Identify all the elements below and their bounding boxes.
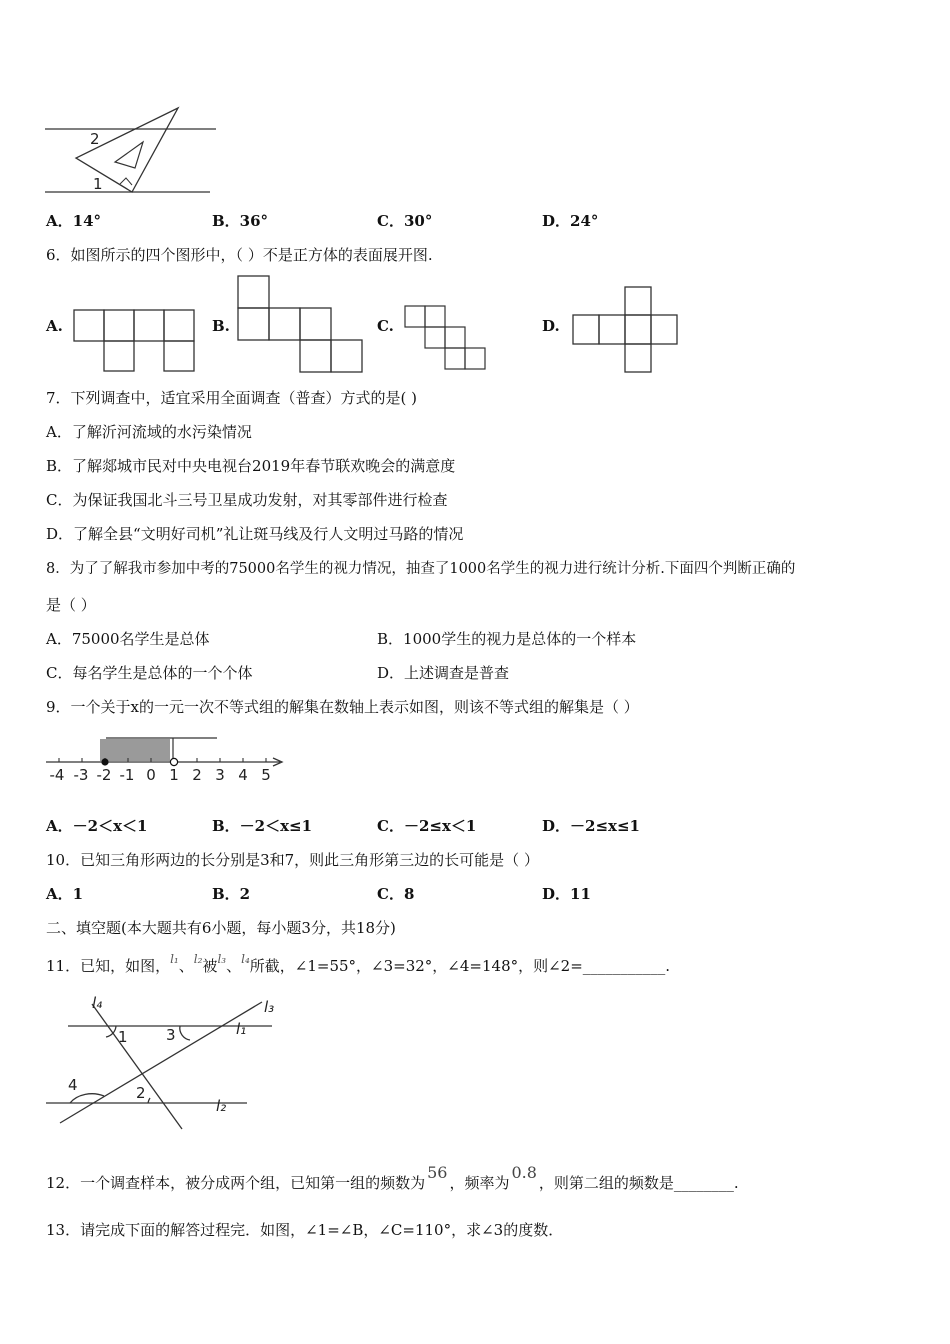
q11-l2: l₂ [193,952,203,966]
q6-label-d[interactable]: D. [542,317,560,335]
q12-stem-b: ，频率为 [449,1174,510,1192]
q5-label-1: 1 [93,175,103,193]
q5-triangle-inner [115,142,143,168]
q5-figure [40,100,230,200]
q11-stem [46,952,671,977]
q7-option-b[interactable]: B．了解郯城市民对中央电视台2019年春节联欢晚会的满意度 [46,457,456,475]
q9-open-dot [170,758,177,765]
q11-arc-3 [180,1026,190,1040]
q11-stem-a: 11．已知，如图， [46,957,171,975]
q11-line-l4 [92,1004,182,1129]
q6-net-c [403,304,489,374]
q11-stem-c: 所截，∠1=55°，∠3=32°，∠4=148°，则∠2=___________. [249,957,671,975]
q11-l3: l₃ [217,952,227,966]
q6-label-a[interactable]: A. [46,317,63,335]
q9-tick-label: -2 [96,766,112,784]
q6-stem: 6．如图所示的四个图形中，（ ）不是正方体的表面展开图. [46,246,433,264]
q11-fig-l1: l₁ [236,1020,247,1038]
q11-figure [40,992,275,1137]
q9-option-a[interactable]: A．－2＜x＜1 [46,817,148,835]
q8-stem-line2: 是（ ） [46,596,96,614]
q11-l1: l₁ [170,952,179,966]
q9-tick-label: -1 [119,766,135,784]
q9-tick-label: 4 [238,766,248,784]
q5-option-c[interactable]: C．30° [377,212,433,230]
q12-stem [46,1163,739,1193]
q9-tick-label: 0 [146,766,156,784]
q9-tick-label: 2 [192,766,202,784]
q11-line-l3 [60,1002,262,1123]
q7-stem: 7．下列调查中，适宜采用全面调查（普查）方式的是( ) [46,389,418,407]
q7-option-a[interactable]: A．了解沂河流域的水污染情况 [46,423,252,441]
q12-freq: 56 [427,1163,448,1182]
q6-net-b [236,274,368,374]
q8-option-a[interactable]: A．75000名学生是总体 [46,630,210,648]
q8-option-c[interactable]: C．每名学生是总体的一个个体 [46,664,253,682]
q10-option-a[interactable]: A．1 [46,885,84,903]
q9-closed-dot [101,758,108,765]
q11-angle-1: 1 [118,1028,128,1046]
q11-arc-4 [70,1094,104,1103]
q6-label-c[interactable]: C. [377,317,394,335]
q5-option-b[interactable]: B．36° [212,212,269,230]
q9-tick-label: -3 [73,766,89,784]
q11-stem-b: 被 [202,957,218,975]
q8-option-d[interactable]: D．上述调查是普查 [377,664,510,682]
q6-net-a [72,308,197,374]
q12-stem-c: ，则第二组的频数是________. [538,1174,739,1192]
q11-fig-l3: l₃ [264,998,275,1016]
q11-angle-4: 4 [68,1076,78,1094]
q9-stem: 9．一个关于x的一元一次不等式组的解集在数轴上表示如图，则该不等式组的解集是（ ） [46,698,639,716]
q11-angle-3: 3 [166,1026,176,1044]
q13-stem: 13．请完成下面的解答过程完．如图，∠1=∠B，∠C=110°，求∠3的度数． [46,1221,564,1239]
q10-stem: 10．已知三角形两边的长分别是3和7，则此三角形第三边的长可能是（ ） [46,851,539,869]
q11-fig-l4: l₄ [92,994,103,1012]
section-2-heading: 二、填空题(本大题共有6小题，每小题3分，共18分) [46,919,396,937]
q5-label-2: 2 [90,130,100,148]
q5-option-a[interactable]: A．14° [46,212,102,230]
q5-right-angle-mark [120,178,132,185]
q8-stem-line1: 8．为了了解我市参加中考的75000名学生的视力情况，抽查了1000名学生的视力进行统计分析.下面四个判断正确的 [46,561,796,577]
q5-option-d[interactable]: D．24° [542,212,599,230]
q9-tick-label: -4 [49,766,65,784]
q8-option-b[interactable]: B．1000学生的视力是总体的一个样本 [377,630,637,648]
q6-label-b[interactable]: B. [212,317,230,335]
q10-option-c[interactable]: C．8 [377,885,415,903]
q9-tick-label: 1 [169,766,179,784]
q11-fig-l2: l₂ [216,1097,227,1115]
q9-option-b[interactable]: B．－2＜x≤1 [212,817,313,835]
q6-net-d [571,285,681,375]
q9-shaded-region [100,739,170,761]
q11-l4: l₄ [241,952,250,966]
q11-arc-2 [148,1098,150,1103]
q10-option-d[interactable]: D．11 [542,885,591,903]
q9-option-c[interactable]: C．－2≤x＜1 [377,817,477,835]
q7-option-d[interactable]: D．了解全县“文明好司机”礼让斑马线及行人文明过马路的情况 [46,525,464,543]
q9-number-line [42,728,292,788]
q9-option-d[interactable]: D．－2≤x≤1 [542,817,640,835]
q11-sep1: 、 [178,957,194,975]
q12-rate: 0.8 [511,1163,537,1182]
q9-tick-label: 5 [261,766,271,784]
q7-option-c[interactable]: C．为保证我国北斗三号卫星成功发射，对其零部件进行检查 [46,491,448,509]
q11-angle-2: 2 [136,1084,146,1102]
q9-tick-label: 3 [215,766,225,784]
q12-stem-a: 12．一个调查样本，被分成两个组，已知第一组的频数为 [46,1174,426,1192]
q11-sep2: 、 [226,957,242,975]
q10-option-b[interactable]: B．2 [212,885,251,903]
